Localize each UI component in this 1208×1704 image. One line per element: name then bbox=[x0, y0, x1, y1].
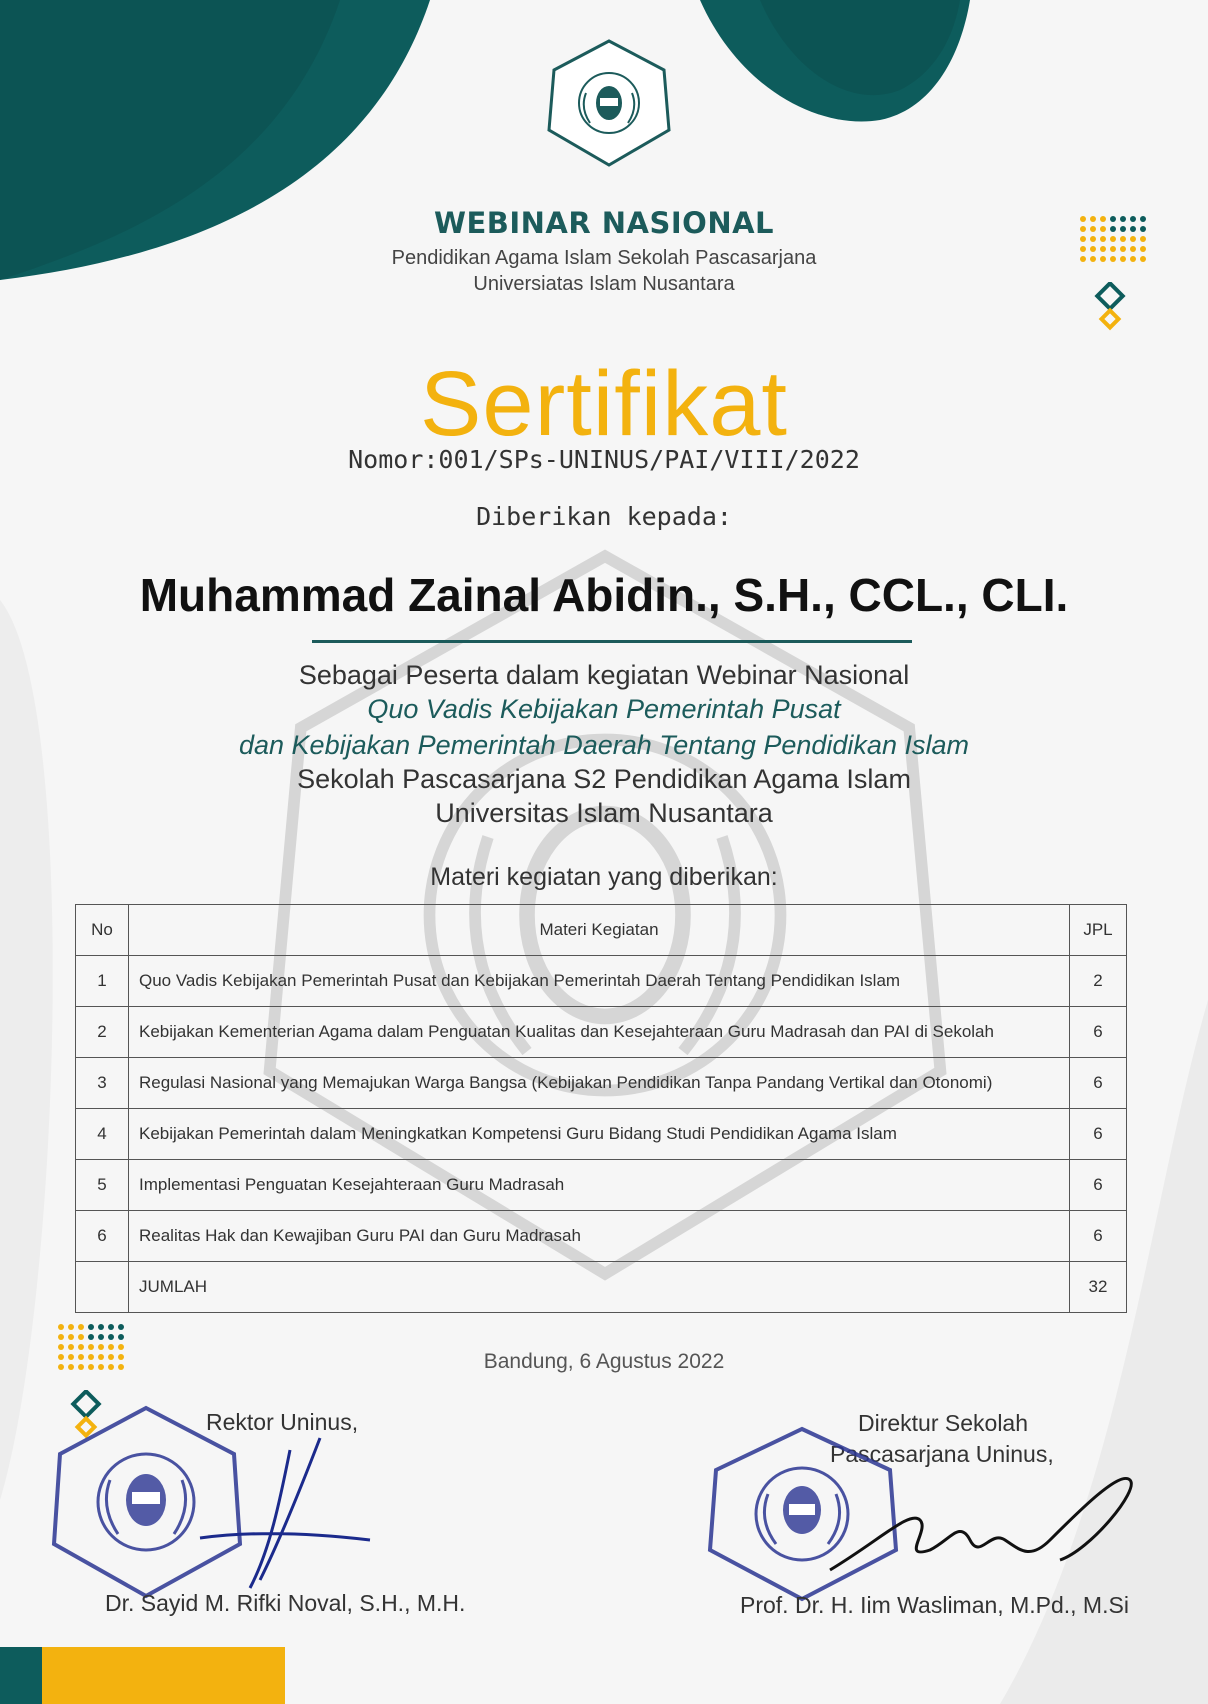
description-line-1: Sebagai Peserta dalam kegiatan Webinar Nasional bbox=[298, 660, 910, 690]
table-row bbox=[76, 1160, 1127, 1211]
row-no: 6 bbox=[76, 1211, 129, 1262]
row-no: 4 bbox=[76, 1109, 129, 1160]
row-materi: Kebijakan Kementerian Agama dalam Penguatan Kualitas dan Kesejahteraan Guru Madrasah dan PAI di Sekolah bbox=[129, 1007, 1070, 1058]
table-row bbox=[76, 956, 1127, 1007]
director-title-1: Direktur Sekolah bbox=[858, 1410, 1029, 1436]
description-line-5: Universitas Islam Nusantara bbox=[435, 798, 773, 828]
row-no: 5 bbox=[76, 1160, 129, 1211]
table-header-row bbox=[76, 905, 1127, 956]
table-total-row bbox=[76, 1262, 1127, 1313]
table-row bbox=[76, 1109, 1127, 1160]
row-jpl: 6 bbox=[1070, 1160, 1127, 1211]
event-title: WEBINAR NASIONAL bbox=[433, 206, 775, 240]
row-jpl: 6 bbox=[1070, 1007, 1127, 1058]
total-label: JUMLAH bbox=[129, 1262, 1070, 1313]
name-underline bbox=[312, 640, 912, 643]
row-materi: Realitas Hak dan Kewajiban Guru PAI dan Guru Madrasah bbox=[129, 1211, 1070, 1262]
description-line-3: dan Kebijakan Pemerintah Daerah Tentang Pendidikan Islam bbox=[239, 730, 969, 760]
director-signature bbox=[820, 1460, 1140, 1580]
row-no: 3 bbox=[76, 1058, 129, 1109]
university-seal bbox=[544, 38, 674, 168]
total-no-cell bbox=[76, 1262, 129, 1313]
certificate-number: Nomor:001/SPs-UNINUS/PAI/VIII/2022 bbox=[348, 445, 860, 474]
row-no: 2 bbox=[76, 1007, 129, 1058]
place-date: Bandung, 6 Agustus 2022 bbox=[483, 1350, 725, 1373]
row-materi: Regulasi Nasional yang Memajukan Warga Bangsa (Kebijakan Pendidikan Tanpa Pandang Vertikal dan Otonomi) bbox=[129, 1058, 1070, 1109]
given-to-label: Diberikan kepada: bbox=[476, 502, 732, 531]
rector-signature bbox=[180, 1430, 380, 1590]
materi-title: Materi kegiatan yang diberikan: bbox=[430, 863, 778, 891]
row-materi: Implementasi Penguatan Kesejahteraan Guru Madrasah bbox=[129, 1160, 1070, 1211]
table-row bbox=[76, 1211, 1127, 1262]
table-row bbox=[76, 1058, 1127, 1109]
director-name: Prof. Dr. H. Iim Wasliman, M.Pd., M.Si bbox=[740, 1592, 1129, 1618]
recipient-name: Muhammad Zainal Abidin., S.H., CCL., CLI. bbox=[139, 569, 1069, 621]
director-title-2: Pascasarjana Uninus, bbox=[830, 1441, 1054, 1467]
description-line-2: Quo Vadis Kebijakan Pemerintah Pusat bbox=[367, 694, 841, 724]
row-jpl: 6 bbox=[1070, 1211, 1127, 1262]
certificate-heading: Sertifikat bbox=[420, 353, 788, 455]
description-line-4: Sekolah Pascasarjana S2 Pendidikan Agama Islam bbox=[297, 764, 911, 794]
rector-name: Dr. Sayid M. Rifki Noval, S.H., M.H. bbox=[105, 1590, 466, 1616]
row-no: 1 bbox=[76, 956, 129, 1007]
row-materi: Kebijakan Pemerintah dalam Meningkatkan Kompetensi Guru Bidang Studi Pendidikan Agama Islam bbox=[129, 1109, 1070, 1160]
header-jpl: JPL bbox=[1070, 905, 1127, 956]
organizer-line-2: Universiatas Islam Nusantara bbox=[473, 273, 735, 295]
rector-title: Rektor Uninus, bbox=[206, 1409, 359, 1435]
header-materi: Materi Kegiatan bbox=[129, 905, 1070, 956]
row-jpl: 6 bbox=[1070, 1058, 1127, 1109]
total-value: 32 bbox=[1070, 1262, 1127, 1313]
row-materi: Quo Vadis Kebijakan Pemerintah Pusat dan Kebijakan Pemerintah Daerah Tentang Pendidikan Islam bbox=[129, 956, 1070, 1007]
row-jpl: 6 bbox=[1070, 1109, 1127, 1160]
header-no: No bbox=[76, 905, 129, 956]
table-row bbox=[76, 1007, 1127, 1058]
materi-table bbox=[75, 904, 1127, 1313]
organizer-line-1: Pendidikan Agama Islam Sekolah Pascasarjana bbox=[391, 247, 817, 269]
row-jpl: 2 bbox=[1070, 956, 1127, 1007]
